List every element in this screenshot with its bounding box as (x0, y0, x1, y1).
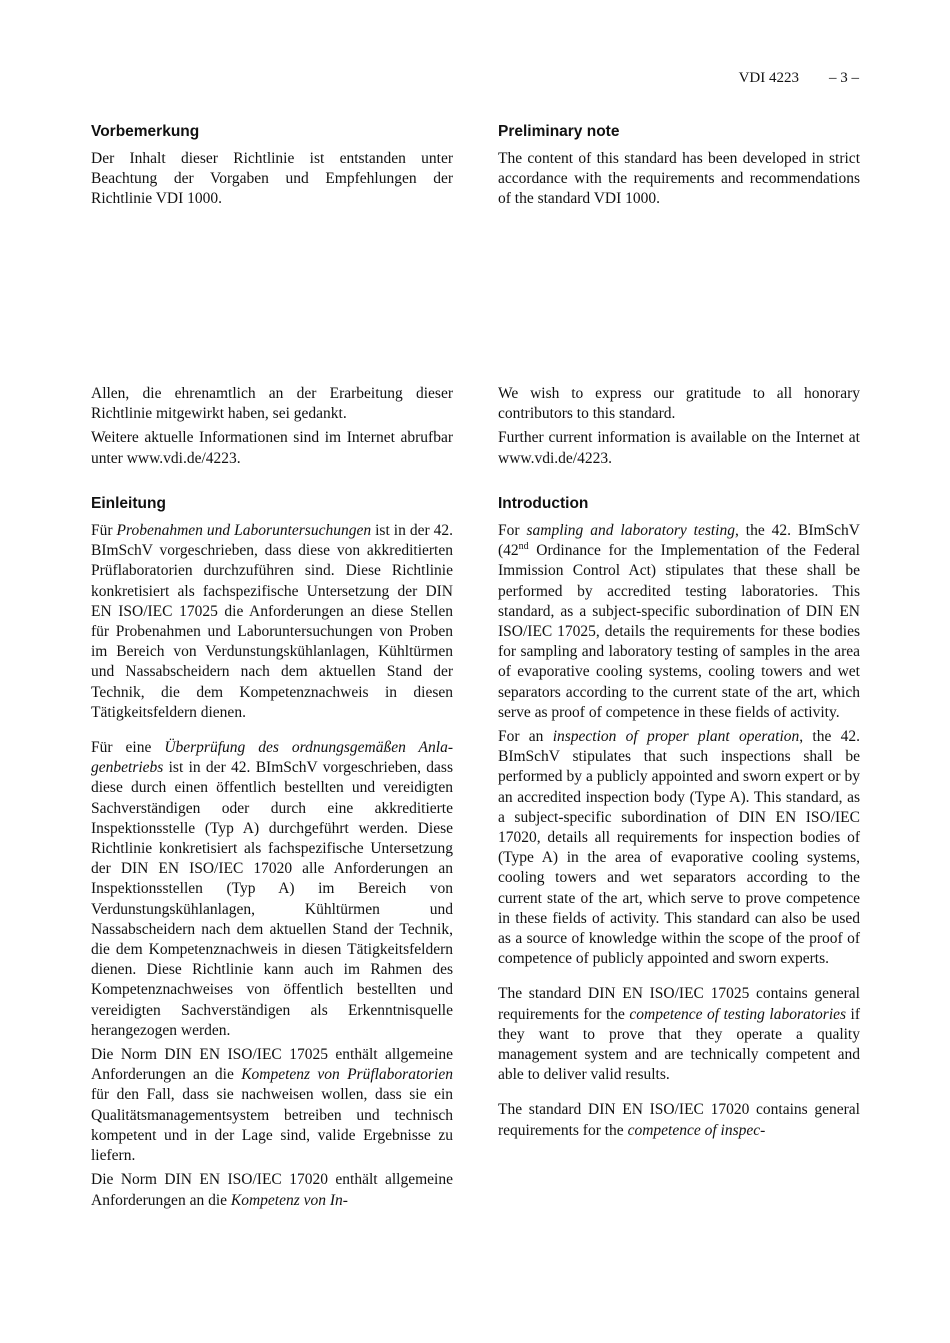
info-text-en: Further current information is available on the Internet at www.vdi.de/4223. (498, 429, 860, 467)
introduction-en (498, 494, 860, 1145)
preface-text-de: Der Inhalt dieser Richtlinie ist entstanden unter Beachtung der Vorgaben und Empfehlungen der Richtlinie VDI 1000. (91, 150, 453, 208)
intro-paragraph-1-en: For sampling and laboratory testing, the 42. BImSchV (42nd Ordinance for the Implementation of the Federal Immission Control Act) stipulates that these shall be performed by accredited testing laboratories. This standard, as a subject-specific subordination of DIN EN ISO/IEC 17025, details the requirements for these bodies for sampling and laboratory testing of samples in the area of evaporative cooling systems, cooling towers and wet separators according to the current state of the art, which serve as proof of competence in these fields of activity. (498, 522, 860, 721)
document-id: VDI 4223 (738, 70, 799, 86)
preface-text-en: The content of this standard has been developed in strict accordance with the requirements and recommendations of the standard VDI 1000. (498, 150, 860, 208)
intro-paragraph-4-en: The standard DIN EN ISO/IEC 17020 contains general requirements for the competence of inspec- (498, 1101, 860, 1139)
intro-paragraph-3-en: The standard DIN EN ISO/IEC 17025 contains general requirements for the competence of testing laboratories if they want to prove that they operate a quality management system and are technically competent and able to deliver valid results. (498, 985, 860, 1084)
intro-paragraph-4-de: Die Norm DIN EN ISO/IEC 17020 enthält allgemeine Anforderungen an die Kompetenz von In- (91, 1171, 453, 1209)
acknowledgement-de (91, 384, 453, 473)
preface-heading-de: Vorbemerkung (91, 123, 200, 140)
page-number: – 3 – (829, 70, 859, 86)
introduction-de (91, 494, 453, 1215)
preface-heading-en: Preliminary note (498, 123, 620, 140)
info-text-de: Weitere aktuelle Informationen sind im Internet abrufbar unter www.vdi.de/4223. (91, 429, 453, 467)
preface-en (498, 122, 860, 214)
intro-heading-de: Einleitung (91, 495, 166, 512)
intro-heading-en: Introduction (498, 495, 589, 512)
thanks-text-de: Allen, die ehrenamtlich an der Erarbeitung dieser Richtlinie mitgewirkt haben, sei gedankt. (91, 385, 453, 423)
page-header (739, 68, 859, 88)
intro-paragraph-3-de: Die Norm DIN EN ISO/IEC 17025 enthält allgemeine Anforderungen an die Kompetenz von Prüflaboratorien für den Fall, dass sie nachweisen wollen, dass sie ein Qualitätsmanagementsystem betreiben und technisch kompetent und in der Lage sind, valide Ergebnisse zu liefern. (91, 1046, 453, 1165)
intro-paragraph-1-de: Für Probenahmen und Laboruntersuchungen ist in der 42. BImSchV vorgeschrieben, dass diese von akkreditierten Prüflaboratorien durchzuführen sind. Diese Richtlinie konkretisiert als fachspezifische Untersetzung der DIN EN ISO/IEC 17025 die Anforderungen an diese Stellen für Probenahmen und Laboruntersuchungen von Proben im Bereich von Verdunstungskühlanlagen, Kühltürmen und Nassabscheidern nach dem aktuellen Stand der Technik, die dem Kompetenznachweis in diesen Tätigkeitsfeldern dienen. (91, 522, 453, 721)
intro-paragraph-2-de: Für eine Überprüfung des ordnungsgemäßen Anlagenbetriebs ist in der 42. BImSchV vorgeschrieben, dass diese durch einen öffentlich bestellten und vereidigten Sachverständigen oder durch eine akkreditierte Inspektionsstelle (Typ A) durchgeführt werden. Diese Richtlinie konkretisiert als fachspezifische Untersetzung der DIN EN ISO/IEC 17020 alle Anforderungen an Inspektionsstellen (Typ A) im Bereich von Verdunstungskühlanlagen, Kühltürmen und Nassabscheidern nach dem aktuellen Stand der Technik, die dem Kompetenznachweis in diesen Tätigkeitsfeldern dienen. Diese Richtlinie kann auch im Rahmen des Kompetenznachweises von öffentlich bestellten und vereidigten Sachverständigen als Erkenntnisquelle herangezogen werden. (91, 739, 453, 1039)
acknowledgement-en (498, 384, 860, 473)
preface-de (91, 122, 453, 214)
intro-paragraph-2-en: For an inspection of proper plant operation, the 42. BImSchV stipulates that such inspections shall be performed by a publicly appointed and sworn expert or by an accredited inspection body (Type A). This standard, as a subject-specific subordination of DIN EN ISO/IEC 17020, details all requirements for inspection bodies of (Type A) in the area of evaporative cooling systems, cooling towers and wet separators according to the current state of the art, which serve to prove competence in these fields of activity. This standard can also be used as a source of knowledge within the scope of the proof of competence of publicly appointed and sworn experts. (498, 728, 860, 968)
thanks-text-en: We wish to express our gratitude to all honorary contributors to this standard. (498, 385, 860, 423)
